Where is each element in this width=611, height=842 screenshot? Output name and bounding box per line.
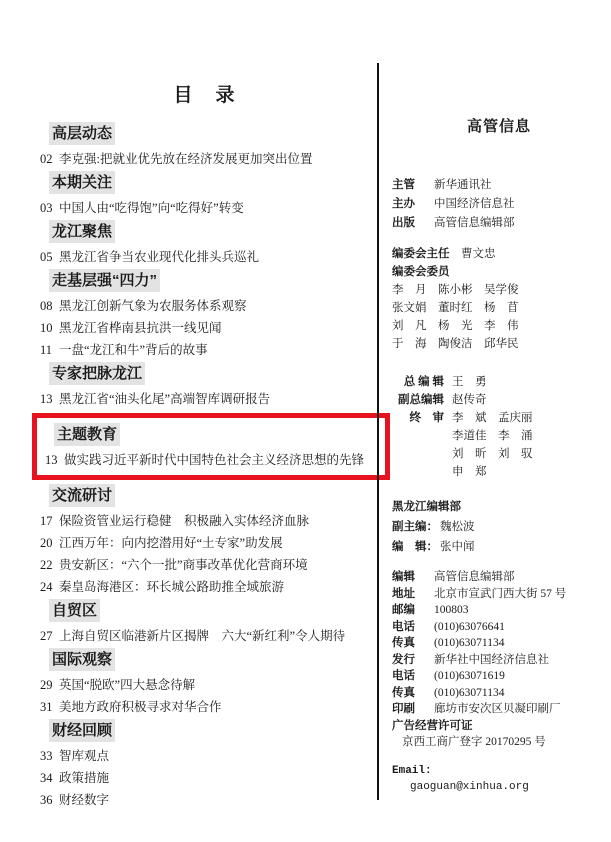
row-value: 李道佳 李 涌 bbox=[452, 430, 533, 442]
entry-title: 财经数字 bbox=[59, 793, 110, 807]
page-number: 20 bbox=[40, 536, 53, 550]
entry-title: 黑龙江省争当农业现代化排头兵巡礼 bbox=[59, 250, 260, 264]
section-header: 国际观察 bbox=[49, 648, 115, 671]
row-value: 赵传奇 bbox=[452, 394, 487, 406]
column-divider-line bbox=[377, 63, 379, 800]
row-value: (010)63071134 bbox=[434, 686, 505, 699]
toc-entry bbox=[40, 700, 374, 715]
toc-entry bbox=[40, 749, 374, 764]
page-number: 29 bbox=[40, 678, 53, 692]
masthead-row bbox=[392, 195, 606, 214]
entry-title: 智库观点 bbox=[59, 749, 110, 763]
regional-title: 黑龙江编辑部 bbox=[392, 501, 461, 513]
row-value: 新华通讯社 bbox=[434, 179, 492, 191]
entry-title: 中国人由“吃得饱”向“吃得好”转变 bbox=[59, 201, 244, 215]
toc-section bbox=[40, 648, 374, 715]
page-number: 08 bbox=[40, 299, 53, 313]
editorial-committee-block bbox=[392, 245, 606, 353]
section-header: 财经回顾 bbox=[49, 719, 115, 742]
page-number: 33 bbox=[40, 749, 53, 763]
section-header: 交流研讨 bbox=[49, 484, 115, 507]
page-number: 11 bbox=[40, 343, 53, 357]
toc-section bbox=[40, 719, 374, 808]
toc-entry bbox=[40, 299, 374, 314]
committee-member-row: 李 月 陈小彬 吴学俊 bbox=[392, 284, 519, 296]
toc-entry bbox=[40, 343, 374, 358]
row-label: 主管 bbox=[392, 179, 415, 191]
toc-column bbox=[40, 118, 374, 808]
toc-section bbox=[40, 220, 374, 265]
page-number: 17 bbox=[40, 514, 53, 528]
page-title: 目 录 bbox=[173, 85, 237, 106]
contact-row bbox=[392, 619, 606, 636]
section-header: 专家把脉龙江 bbox=[49, 362, 145, 385]
page-number: 10 bbox=[40, 321, 53, 335]
row-label: 编 辑： bbox=[392, 541, 438, 553]
editor-row bbox=[392, 463, 606, 481]
committee-member-row: 于 海 陶俊洁 邱华民 bbox=[392, 338, 519, 350]
contact-row bbox=[392, 652, 606, 669]
masthead-column bbox=[392, 63, 606, 796]
section-header: 主题教育 bbox=[54, 423, 120, 446]
masthead-row bbox=[392, 176, 606, 195]
row-label: 印刷 bbox=[392, 703, 415, 715]
row-label: 地址 bbox=[392, 587, 415, 600]
row-label: 发行 bbox=[392, 653, 415, 666]
section-header: 本期关注 bbox=[49, 171, 115, 194]
entry-title: 上海自贸区临港新片区揭牌 六大“新红利”令人期待 bbox=[59, 629, 346, 643]
row-value: 张中闻 bbox=[440, 541, 475, 553]
toc-entry bbox=[40, 201, 374, 216]
email-label: Email: bbox=[392, 764, 432, 777]
row-value: (010)63076641 bbox=[434, 620, 505, 633]
row-value: 魏松波 bbox=[440, 521, 475, 533]
row-value: 高管信息编辑部 bbox=[434, 217, 515, 229]
toc-section bbox=[40, 171, 374, 216]
contact-row bbox=[392, 586, 606, 603]
regional-row bbox=[392, 537, 606, 557]
contact-row bbox=[392, 602, 606, 619]
row-value: 新华社中国经济信息社 bbox=[434, 653, 549, 666]
page-number: 22 bbox=[40, 558, 53, 572]
page-number: 24 bbox=[40, 580, 53, 594]
contact-block bbox=[392, 569, 606, 750]
entry-title: 一盘“龙江和牛”背后的故事 bbox=[59, 343, 208, 357]
entry-title: 美地方政府积极寻求对华合作 bbox=[59, 700, 222, 714]
regional-editorial-block bbox=[392, 497, 606, 557]
committee-member-row: 刘 凡 杨 光 李 伟 bbox=[392, 320, 519, 332]
row-value: 廊坊市安次区贝凝印刷厂 bbox=[434, 703, 561, 715]
toc-section bbox=[45, 423, 377, 468]
page-number: 36 bbox=[40, 793, 53, 807]
page-number: 13 bbox=[45, 453, 58, 467]
row-label: 主办 bbox=[392, 198, 415, 210]
toc-section bbox=[40, 484, 374, 595]
toc-entry bbox=[40, 152, 374, 167]
page-number: 02 bbox=[40, 152, 53, 166]
entry-title: 黑龙江省“油头化尾”高端智库调研报告 bbox=[59, 392, 271, 406]
page-number: 05 bbox=[40, 250, 53, 264]
regional-row bbox=[392, 517, 606, 537]
row-label: 传真 bbox=[392, 637, 415, 649]
toc-section bbox=[40, 269, 374, 358]
page-number: 03 bbox=[40, 201, 53, 215]
row-value: 中国经济信息社 bbox=[434, 198, 515, 210]
page-number: 13 bbox=[40, 392, 53, 406]
row-label: 副主编： bbox=[392, 521, 438, 533]
row-value: 王 勇 bbox=[452, 376, 487, 388]
row-value: 申 郑 bbox=[452, 466, 487, 478]
contact-row bbox=[392, 635, 606, 652]
page-number: 27 bbox=[40, 629, 53, 643]
email-block bbox=[392, 764, 606, 796]
entry-title: 保险资管业运行稳健 积极融入实体经济血脉 bbox=[59, 514, 310, 528]
editors-block bbox=[392, 373, 606, 481]
toc-entry bbox=[45, 453, 377, 468]
entry-title: 黑龙江省桦南县抗洪一线见闻 bbox=[59, 321, 222, 335]
entry-title: 秦皇岛海港区：环长城公路助推全域旅游 bbox=[59, 580, 285, 594]
section-header: 自贸区 bbox=[49, 599, 100, 622]
email-address: gaoguan@xinhua.org bbox=[410, 780, 529, 793]
row-label: 传真 bbox=[392, 686, 415, 699]
row-label: 终 审 bbox=[409, 412, 444, 424]
committee-member-row: 张文娟 董时红 杨 苜 bbox=[392, 302, 519, 314]
toc-entry bbox=[40, 771, 374, 786]
row-label: 电话 bbox=[392, 670, 415, 682]
row-label: 总 编 辑 bbox=[403, 376, 444, 388]
row-label: 副总编辑 bbox=[398, 394, 444, 406]
editor-row bbox=[392, 373, 606, 391]
contact-row bbox=[392, 668, 606, 685]
section-header: 高层动态 bbox=[49, 122, 115, 145]
toc-entry bbox=[40, 392, 374, 407]
row-value: (010)63071619 bbox=[434, 670, 505, 682]
section-header: 走基层强“四力” bbox=[49, 269, 160, 292]
row-value: 高管信息编辑部 bbox=[434, 571, 515, 583]
toc-entry bbox=[40, 629, 374, 644]
committee-chair-row bbox=[392, 245, 606, 263]
editor-row bbox=[392, 391, 606, 409]
committee-members-label: 编委会委员 bbox=[392, 266, 450, 278]
row-label: 电话 bbox=[392, 620, 415, 633]
row-label: 出版 bbox=[392, 217, 415, 229]
highlight-red-box bbox=[32, 413, 390, 480]
toc-entry bbox=[40, 558, 374, 573]
row-value: 曹文忠 bbox=[461, 248, 496, 260]
entry-title: 贵安新区：“六个一批”商事改革优化营商环境 bbox=[59, 558, 308, 572]
row-value: 北京市宣武门西大街 57 号 bbox=[434, 587, 567, 600]
masthead-row bbox=[392, 214, 606, 233]
toc-section bbox=[40, 599, 374, 644]
editor-row bbox=[392, 445, 606, 463]
toc-entry bbox=[40, 793, 374, 808]
entry-title: 英国“脱欧”四大悬念待解 bbox=[59, 678, 196, 692]
entry-title: 江西万年：向内挖潜用好“土专家”助发展 bbox=[59, 536, 283, 550]
toc-section bbox=[40, 122, 374, 167]
publisher-block bbox=[392, 176, 606, 233]
entry-title: 李克强:把就业优先放在经济发展更加突出位置 bbox=[59, 152, 313, 166]
row-value: 刘 昕 刘 驭 bbox=[452, 448, 533, 460]
toc-entry bbox=[40, 678, 374, 693]
ad-license-number: 京西工商广登字 20170295 号 bbox=[402, 735, 546, 748]
row-label: 编委会主任 bbox=[392, 248, 450, 260]
entry-title: 做实践习近平新时代中国特色社会主义经济思想的先锋 bbox=[64, 453, 365, 467]
section-header: 龙江聚焦 bbox=[49, 220, 115, 243]
toc-section bbox=[40, 362, 374, 407]
publication-title: 高管信息 bbox=[466, 118, 531, 135]
row-value: 李 斌 孟庆丽 bbox=[452, 412, 533, 424]
page-number: 31 bbox=[40, 700, 53, 714]
contact-row bbox=[392, 569, 606, 586]
toc-entry bbox=[40, 250, 374, 265]
toc-entry bbox=[40, 536, 374, 551]
contact-row bbox=[392, 701, 606, 718]
entry-title: 政策措施 bbox=[59, 771, 110, 785]
row-label: 编辑 bbox=[392, 571, 415, 583]
contact-row bbox=[392, 685, 606, 702]
page-number: 34 bbox=[40, 771, 53, 785]
toc-entry bbox=[40, 514, 374, 529]
editor-row bbox=[392, 409, 606, 427]
editor-row bbox=[392, 427, 606, 445]
row-label: 邮编 bbox=[392, 604, 415, 616]
toc-entry bbox=[40, 580, 374, 595]
row-value: 100803 bbox=[434, 604, 469, 616]
ad-license-label: 广告经营许可证 bbox=[392, 719, 473, 732]
entry-title: 黑龙江创新气象为农服务体系观察 bbox=[59, 299, 247, 313]
row-value: (010)63071134 bbox=[434, 637, 505, 649]
toc-entry bbox=[40, 321, 374, 336]
